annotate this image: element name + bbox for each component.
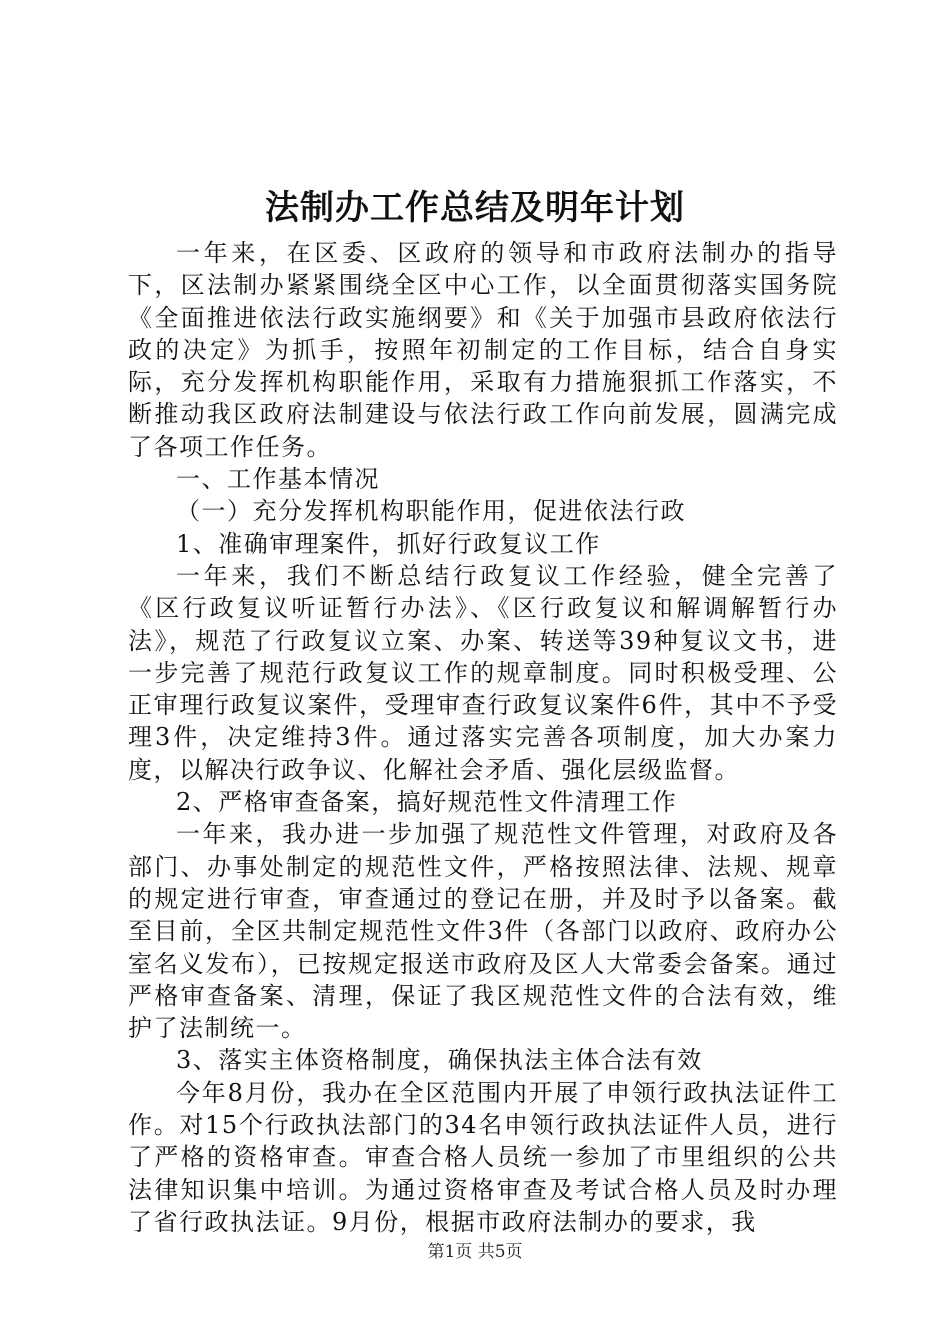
heading-section-1: 一、工作基本情况 [176,465,380,494]
heading-item-2: 2、严格审查备案，搞好规范性文件清理工作 [176,788,678,817]
heading-item-1: 1、准确审理案件，抓好行政复议工作 [176,529,601,558]
document-body [128,237,838,1238]
paragraph-intro: 一年来，在区委、区政府的领导和市政府法制办的指导下，区法制办紧紧围绕全区中心工作，以全面贯彻落实国务院《全面推进依法行政实施纲要》和《关于加强市县政府依法行政的决定》为抓手，按照年初制定的工作目标，结合自身实际，充分发挥机构职能作用，采取有力措施狠抓工作落实，不断推动我区政府法制建设与依法行政工作向前发展，圆满完成了各项工作任务。 [128,239,838,461]
paragraph-item-3: 今年8月份，我办在全区范围内开展了申领行政执法证件工作。对15个行政执法部门的34名申领行政执法证件人员，进行了严格的资格审查。审查合格人员统一参加了市里组织的公共法律知识集中培训。为通过资格审查及考试合格人员及时办理了省行政执法证。9月份，根据市政府法制办的要求，我 [128,1078,838,1236]
paragraph-item-1: 一年来，我们不断总结行政复议工作经验，健全完善了《区行政复议听证暂行办法》、《区行政复议和解调解暂行办法》，规范了行政复议立案、办案、转送等39种复议文书，进一步完善了规范行政复议工作的规章制度。同时积极受理、公正审理行政复议案件，受理审查行政复议案件6件，其中不予受理3件，决定维持3件。通过落实完善各项制度，加大办案力度，以解决行政争议、化解社会矛盾、强化层级监督。 [128,561,838,784]
heading-item-3: 3、落实主体资格制度，确保执法主体合法有效 [176,1046,703,1075]
page-footer: 第1页 共5页 [427,1242,523,1262]
document-title: 法制办工作总结及明年计划 [265,188,685,228]
heading-subsection-1: （一）充分发挥机构职能作用，促进依法行政 [176,497,686,526]
paragraph-item-2: 一年来，我办进一步加强了规范性文件管理，对政府及各部门、办事处制定的规范性文件，严格按照法律、法规、规章的规定进行审查，审查通过的登记在册，并及时予以备案。截至目前，全区共制定规范性文件3件（各部门以政府、政府办公室名义发布），已按规定报送市政府及区人大常委会备案。通过严格审查备案、清理，保证了我区规范性文件的合法有效，维护了法制统一。 [128,820,838,1043]
